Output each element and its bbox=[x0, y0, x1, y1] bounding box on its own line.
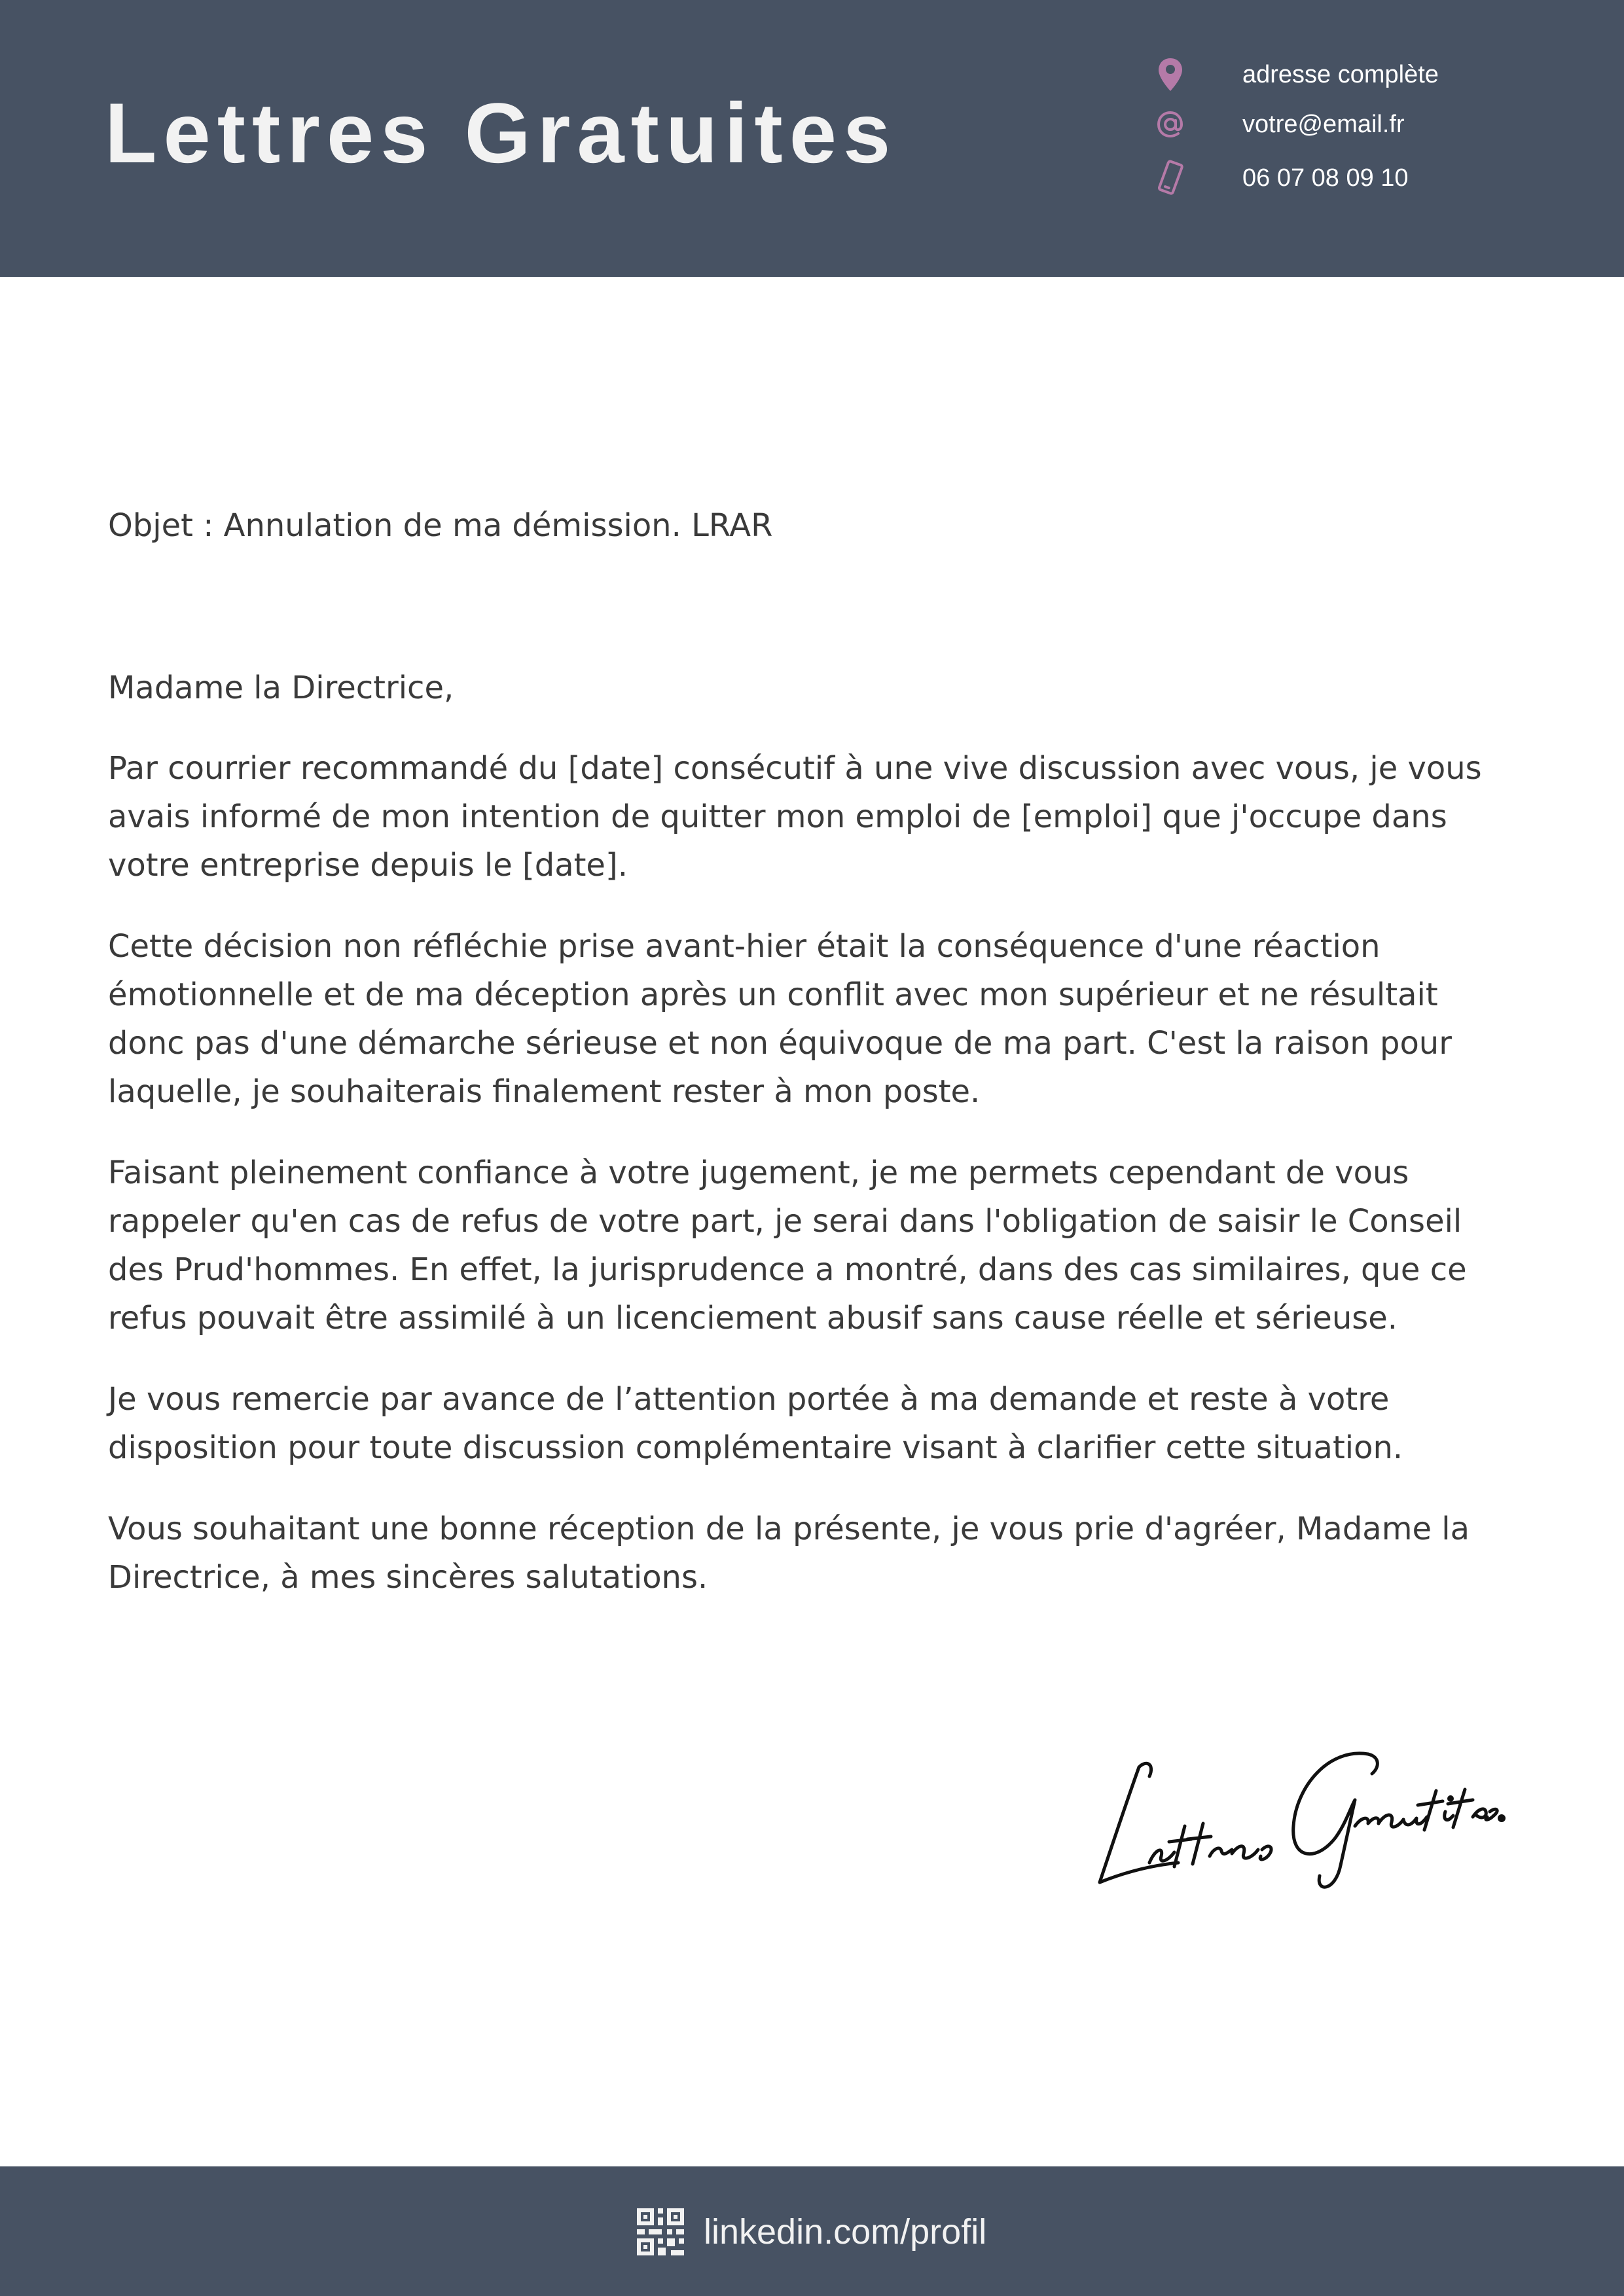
footer-band bbox=[0, 2166, 1624, 2296]
phone-text: 06 07 08 09 10 bbox=[1242, 164, 1409, 192]
address-text: adresse complète bbox=[1242, 60, 1439, 88]
paragraph: Vous souhaitant une bonne réception de la présente, je vous prie d'agréer, Madame la Directrice, à mes sincères salutations. bbox=[108, 1511, 1470, 1596]
letter-body bbox=[108, 744, 1515, 1634]
footer-link-row bbox=[637, 2208, 986, 2255]
linkedin-link[interactable]: linkedin.com/profil bbox=[704, 2212, 987, 2251]
handwritten-signature bbox=[1087, 1728, 1506, 1898]
phone-icon bbox=[1152, 158, 1189, 198]
letter-salutation: Madame la Directrice, bbox=[108, 670, 454, 706]
paragraph: Par courrier recommandé du [date] consécutif à une vive discussion avec vous, je vous avais informé de mon intention de quitter mon emploi de [emploi] que j'occupe dans votre entreprise depuis le [date]. bbox=[108, 750, 1482, 884]
paragraph: Je vous remercie par avance de l’attention portée à ma demande et reste à votre disposition pour toute discussion complémentaire visant à clarifier cette situation. bbox=[108, 1381, 1403, 1466]
contact-email bbox=[1152, 105, 1405, 144]
contact-address bbox=[1152, 55, 1439, 94]
at-sign-icon bbox=[1152, 105, 1189, 144]
map-pin-icon bbox=[1152, 55, 1189, 94]
paragraph: Faisant pleinement confiance à votre jugement, je me permets cependant de vous rappeler qu'en cas de refus de votre part, je serai dans l'obligation de saisir le Conseil des Prud'hommes. En effet, la jurisprudence a montré, dans des cas similaires, que ce refus pouvait être assimilé à un licenciement abusif sans cause réelle et sérieuse. bbox=[108, 1155, 1467, 1336]
contact-phone bbox=[1152, 158, 1409, 198]
brand-title: Lettres Gratuites bbox=[105, 85, 897, 181]
paragraph: Cette décision non réfléchie prise avant-hier était la conséquence d'une réaction émotionnelle et de ma déception après un conflit avec mon supérieur et ne résultait donc pas d'une démarche sérieuse et non équivoque de ma part. C'est la raison pour laquelle, je souhaiterais finalement rester à mon poste. bbox=[108, 928, 1452, 1110]
header-band bbox=[0, 0, 1624, 277]
letter-subject: Objet : Annulation de ma démission. LRAR bbox=[108, 507, 773, 544]
qr-code-icon bbox=[637, 2208, 684, 2255]
email-text: votre@email.fr bbox=[1242, 110, 1405, 138]
